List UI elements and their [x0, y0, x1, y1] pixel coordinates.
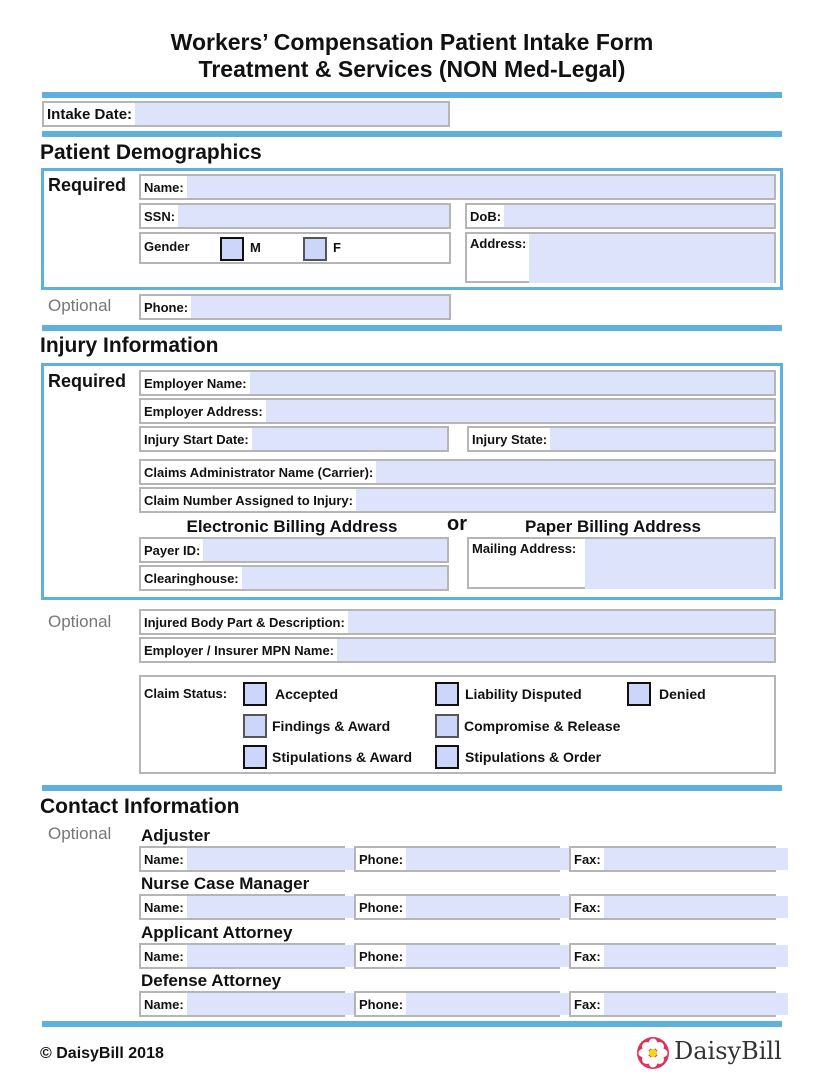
injury-start-date-input[interactable] [252, 428, 447, 450]
patient-address-field [465, 232, 776, 283]
nurse-name-label: Name: [141, 896, 187, 918]
applicant-attorney-name-label: Name: [141, 945, 187, 967]
patient-phone-input[interactable] [191, 296, 449, 318]
section-title-injury: Injury Information [40, 334, 219, 357]
adjuster-name-field [139, 846, 345, 872]
body-part-input[interactable] [348, 611, 774, 633]
patient-address-line1-input[interactable] [529, 234, 774, 259]
gender-f-checkbox[interactable] [303, 237, 327, 261]
defense-attorney-phone-field [354, 991, 560, 1017]
contact-group-adjuster: Adjuster [141, 826, 210, 845]
defense-attorney-fax-field [569, 991, 776, 1017]
adjuster-name-input[interactable] [187, 848, 371, 870]
patient-name-field [139, 174, 776, 200]
claim-status-liability-disputed-label: Liability Disputed [465, 686, 582, 702]
applicant-attorney-name-field [139, 943, 345, 969]
employer-address-input[interactable] [266, 400, 774, 422]
gender-m-label: M [250, 240, 261, 255]
claim-status-denied-label: Denied [659, 686, 706, 702]
claim-status-liability-disputed-checkbox[interactable] [435, 682, 459, 706]
ssn-field [139, 203, 451, 229]
claims-admin-label: Claims Administrator Name (Carrier): [141, 461, 376, 483]
claim-status-compromise-release-checkbox[interactable] [435, 714, 459, 738]
gender-m-checkbox[interactable] [220, 237, 244, 261]
defense-attorney-phone-input[interactable] [406, 993, 590, 1015]
daisy-flower-icon [636, 1036, 670, 1070]
patient-address-line2-input[interactable] [529, 259, 774, 283]
divider-bar [42, 131, 782, 137]
applicant-attorney-fax-field [569, 943, 776, 969]
clearinghouse-label: Clearinghouse: [141, 567, 242, 589]
adjuster-name-label: Name: [141, 848, 187, 870]
dob-label: DoB: [467, 205, 504, 227]
clearinghouse-input[interactable] [242, 567, 447, 589]
defense-attorney-name-field [139, 991, 345, 1017]
mpn-name-label: Employer / Insurer MPN Name: [141, 639, 337, 661]
injury-start-date-field [139, 426, 449, 452]
nurse-fax-input[interactable] [604, 896, 788, 918]
gender-f-label: F [333, 240, 341, 255]
payer-id-field [139, 537, 449, 563]
applicant-attorney-fax-input[interactable] [604, 945, 788, 967]
divider-bar [42, 325, 782, 331]
claim-status-stipulations-award-checkbox[interactable] [243, 745, 267, 769]
contact-group-defense-attorney: Defense Attorney [141, 971, 282, 990]
defense-attorney-fax-input[interactable] [604, 993, 788, 1015]
divider-bar [42, 92, 782, 98]
employer-address-field [139, 398, 776, 424]
claim-status-label: Claim Status: [144, 686, 228, 701]
injury-state-input[interactable] [550, 428, 774, 450]
applicant-attorney-fax-label: Fax: [571, 945, 604, 967]
defense-attorney-name-input[interactable] [187, 993, 371, 1015]
clearinghouse-field [139, 565, 449, 591]
mpn-name-input[interactable] [337, 639, 774, 661]
nurse-name-field [139, 894, 345, 920]
adjuster-fax-field [569, 846, 776, 872]
body-part-field [139, 609, 776, 635]
divider-bar [42, 1021, 782, 1027]
nurse-fax-label: Fax: [571, 896, 604, 918]
claims-admin-field [139, 459, 776, 485]
claim-number-input[interactable] [356, 489, 774, 511]
daisybill-logo-text: DaisyBill [674, 1037, 782, 1065]
adjuster-fax-input[interactable] [604, 848, 788, 870]
claim-status-accepted-checkbox[interactable] [243, 682, 267, 706]
nurse-phone-label: Phone: [356, 896, 406, 918]
dob-field [465, 203, 776, 229]
injury-state-label: Injury State: [469, 428, 550, 450]
claim-status-stipulations-order-checkbox[interactable] [435, 745, 459, 769]
adjuster-phone-input[interactable] [406, 848, 590, 870]
required-label: Required [48, 371, 127, 391]
body-part-label: Injured Body Part & Description: [141, 611, 348, 633]
intake-date-label: Intake Date: [44, 103, 135, 125]
claim-status-compromise-release-label: Compromise & Release [464, 718, 621, 734]
gender-box [139, 232, 451, 264]
injury-state-field [467, 426, 776, 452]
patient-name-label: Name: [141, 176, 187, 198]
applicant-attorney-phone-field [354, 943, 560, 969]
patient-phone-field [139, 294, 451, 320]
applicant-attorney-name-input[interactable] [187, 945, 371, 967]
mailing-address-field [467, 537, 776, 589]
claim-number-field [139, 487, 776, 513]
mailing-address-line1-input[interactable] [585, 539, 774, 564]
employer-name-field [139, 370, 776, 396]
patient-phone-label: Phone: [141, 296, 191, 318]
contact-group-applicant-attorney: Applicant Attorney [141, 923, 293, 942]
payer-id-label: Payer ID: [141, 539, 203, 561]
form-title: Workers’ Compensation Patient Intake Form [170, 29, 654, 55]
intake-date-field [42, 101, 450, 127]
adjuster-phone-label: Phone: [356, 848, 406, 870]
electronic-billing-title: Electronic Billing Address [186, 517, 398, 536]
defense-attorney-fax-label: Fax: [571, 993, 604, 1015]
employer-name-label: Employer Name: [141, 372, 250, 394]
patient-address-label: Address: [470, 236, 527, 251]
employer-name-input[interactable] [250, 372, 774, 394]
claim-status-accepted-label: Accepted [275, 686, 339, 702]
payer-id-input[interactable] [203, 539, 447, 561]
optional-label: Optional [48, 612, 112, 631]
nurse-phone-field [354, 894, 560, 920]
claim-status-stipulations-order-label: Stipulations & Order [465, 749, 602, 765]
nurse-fax-field [569, 894, 776, 920]
adjuster-fax-label: Fax: [571, 848, 604, 870]
applicant-attorney-phone-label: Phone: [356, 945, 406, 967]
optional-label: Optional [48, 296, 112, 315]
nurse-name-input[interactable] [187, 896, 371, 918]
defense-attorney-phone-label: Phone: [356, 993, 406, 1015]
intake-date-input[interactable] [135, 103, 448, 125]
applicant-attorney-phone-input[interactable] [406, 945, 590, 967]
claim-status-box [139, 675, 776, 774]
claims-admin-input[interactable] [376, 461, 774, 483]
section-title-contacts: Contact Information [40, 795, 240, 818]
nurse-phone-input[interactable] [406, 896, 590, 918]
copyright-text: © DaisyBill 2018 [40, 1045, 164, 1062]
claim-status-findings-award-label: Findings & Award [272, 718, 391, 734]
dob-input[interactable] [504, 205, 774, 227]
contact-group-nurse-case-manager: Nurse Case Manager [141, 874, 310, 893]
paper-billing-title: Paper Billing Address [524, 517, 702, 536]
mpn-name-field [139, 637, 776, 663]
patient-name-input[interactable] [187, 176, 774, 198]
claim-status-stipulations-award-label: Stipulations & Award [272, 749, 413, 765]
employer-address-label: Employer Address: [141, 400, 266, 422]
divider-bar [42, 785, 782, 791]
claim-number-label: Claim Number Assigned to Injury: [141, 489, 356, 511]
ssn-label: SSN: [141, 205, 178, 227]
section-title-demographics: Patient Demographics [40, 141, 262, 164]
required-label: Required [48, 175, 127, 195]
form-subtitle: Treatment & Services (NON Med-Legal) [198, 56, 626, 82]
claim-status-denied-checkbox[interactable] [627, 682, 651, 706]
mailing-address-line2-input[interactable] [585, 564, 774, 589]
defense-attorney-name-label: Name: [141, 993, 187, 1015]
injury-start-date-label: Injury Start Date: [141, 428, 252, 450]
optional-label: Optional [48, 824, 112, 843]
adjuster-phone-field [354, 846, 560, 872]
mailing-address-label: Mailing Address: [472, 541, 577, 556]
claim-status-findings-award-checkbox[interactable] [243, 714, 267, 738]
ssn-input[interactable] [178, 205, 449, 227]
gender-label: Gender [144, 239, 190, 254]
or-label: or [447, 513, 467, 535]
